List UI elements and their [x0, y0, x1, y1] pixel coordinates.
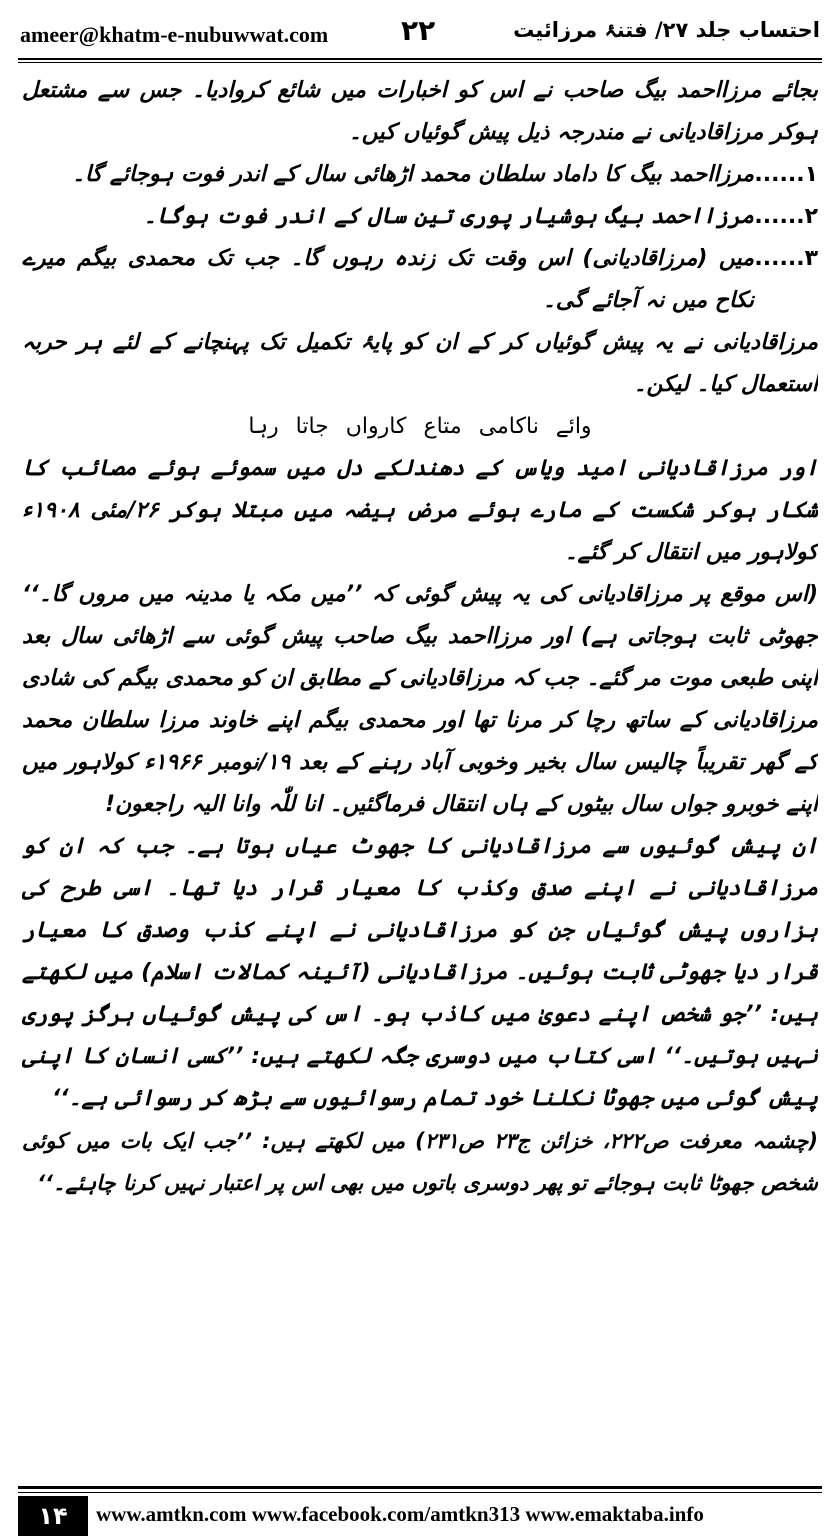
page-body	[22, 70, 818, 1470]
footer-rule-thin	[18, 1492, 822, 1493]
list-item-number: ۲......	[754, 204, 818, 229]
verse-line: وائے ناکامی متاع کارواں جاتا رہا	[248, 414, 592, 439]
list-item	[22, 154, 818, 196]
footer-links: www.amtkn.com www.facebook.com/amtkn313 www.emaktaba.info	[96, 1502, 704, 1526]
header-book-title: احتساب جلد ۲۷/ فتنۂ مرزائیت	[513, 18, 820, 42]
list-item-text: مرزااحمد بیگ ہوشیار پوری تین سال کے اندر فوت ہوگا۔	[143, 204, 754, 229]
list-item	[22, 238, 818, 322]
paragraph-6: (چشمہ معرفت ص۲۲۲، خزائن ج۲۳ ص۲۳۱) میں لکھتے ہیں: ’’جب ایک بات میں کوئی شخص جھوٹا ثابت ہوجائے تو پھر دوسری باتوں میں بھی اس پر اعتبار نہیں کرنا چاہئے۔‘‘	[22, 1129, 818, 1195]
paragraph-2: مرزاقادیانی نے یہ پیش گوئیاں کر کے ان کو پایۂ تکمیل تک پہنچانے کے لئے ہر حربہ استعمال کیا۔ لیکن۔	[22, 330, 818, 397]
list-item	[22, 196, 818, 238]
footer-page-marker: ۱۴	[18, 1496, 88, 1536]
paragraph-3: اور مرزاقادیانی امید ویاس کے دھندلکے دل میں سموئے ہوئے مصائب کا شکار ہوکر شکست کے مارے ہوئے مرض ہیضہ میں مبتلا ہوکر ۲۶/مئی ۱۹۰۸ء کولاہور میں انتقال کر گئے۔	[22, 456, 818, 565]
list-item-text: مرزااحمد بیگ کا داماد سلطان محمد اڑھائی سال کے اندر فوت ہوجائے گا۔	[72, 162, 754, 187]
header-rule	[18, 58, 822, 60]
header-rule-thin	[18, 62, 822, 63]
header-page-number: ۲۲	[401, 14, 436, 47]
paragraph-1: بجائے مرزااحمد بیگ صاحب نے اس کو اخبارات میں شائع کروادیا۔ جس سے مشتعل ہوکر مرزاقادیانی نے مندرجہ ذیل پیش گوئیاں کیں۔	[22, 78, 818, 145]
paragraph-5: ان پیش گوئیوں سے مرزاقادیانی کا جھوٹ عیاں ہوتا ہے۔ جب کہ ان کو مرزاقادیانی نے اپنے صدق وکذب کا معیار قرار دیا تھا۔ اسی طرح کی ہزاروں پیش گوئیاں جن کو مرزاقادیانی نے اپنے کذب وصدق کا معیار قرار دیا جھوٹی ثابت ہوئیں۔ مرزاقادیانی (آئینہ کمالات اسلام) میں لکھتے ہیں: ’’جو شخص اپنے دعویٰ میں کاذب ہو۔ اس کی پیش گوئیاں ہرگز پوری نہیں ہوتیں۔‘‘ اسی کتاب میں دوسری جگہ لکھتے ہیں: ’’کسی انسان کا اپنی پیش گوئی میں جھوٹا نکلنا خود تمام رسوائیوں سے بڑھ کر رسوائی ہے۔‘‘	[22, 834, 818, 1111]
footer-rule	[18, 1486, 822, 1489]
header-email: ameer@khatm-e-nubuwwat.com	[20, 22, 329, 47]
page-header	[18, 6, 822, 58]
list-item-text: میں (مرزاقادیانی) اس وقت تک زندہ رہوں گا۔ جب تک محمدی بیگم میرے نکاح میں نہ آجائے گی۔	[22, 246, 754, 313]
paragraph-4: (اس موقع پر مرزاقادیانی کی یہ پیش گوئی کہ ’’میں مکہ یا مدینہ میں مروں گا۔‘‘ جھوٹی ثابت ہوجاتی ہے) اور مرزااحمد بیگ صاحب پیش گوئی سے اڑھائی سال بعد اپنی طبعی موت مر گئے۔ جب کہ مرزاقادیانی کے مطابق ان کو محمدی بیگم کی شادی مرزاقادیانی کے ساتھ رچا کر مرنا تھا اور محمدی بیگم اپنے خاوند مرزا سلطان محمد کے گھر تقریباً چالیس سال بخیر وخوبی آباد رہنے کے بعد ۱۹/نومبر ۱۹۶۶ء کولاہور میں اپنے خوبرو جواں سال بیٹوں کے ہاں انتقال فرماگئیں۔ انا للّٰہ وانا الیہ راجعون!	[22, 582, 818, 817]
list-item-number: ۱......	[754, 162, 818, 187]
list-item-number: ۳......	[754, 246, 818, 271]
